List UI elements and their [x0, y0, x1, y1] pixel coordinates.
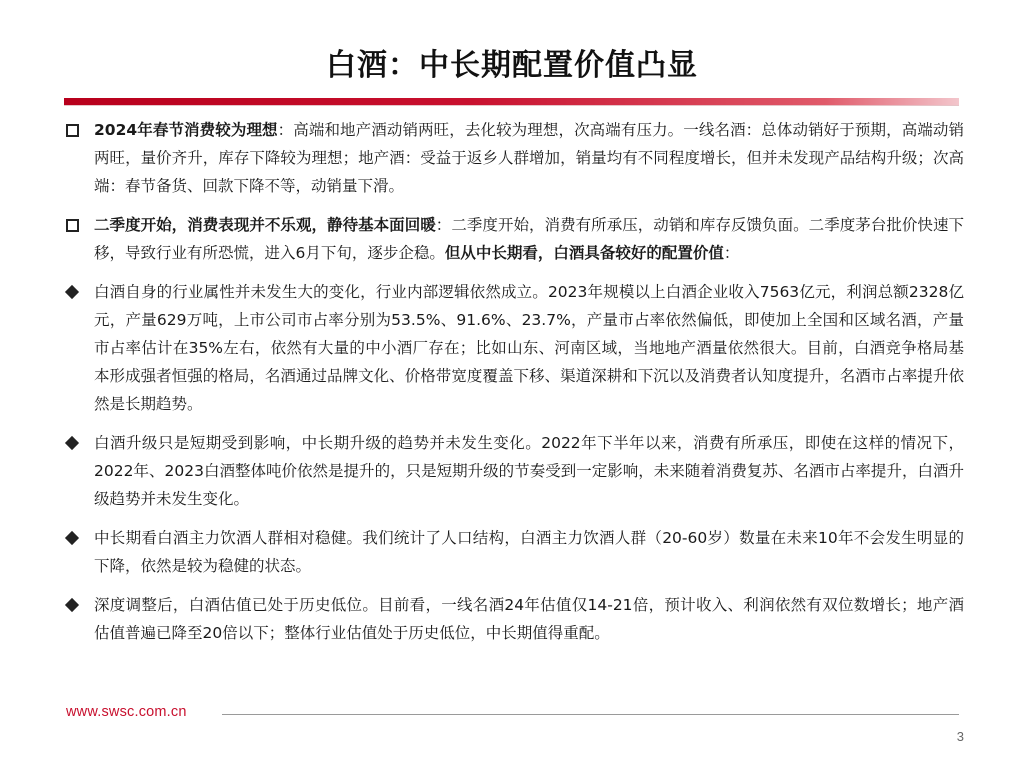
- footer-website-link[interactable]: www.swsc.com.cn: [66, 704, 187, 720]
- diamond-bullet-icon: [64, 278, 86, 306]
- title-divider-shadow: [64, 105, 959, 106]
- bullet-text: 中长期看白酒主力饮酒人群相对稳健。我们统计了人口结构，白酒主力饮酒人群（20-60岁）数量在未来10年不会发生明显的下降，依然是较为稳健的状态。: [94, 529, 964, 575]
- bullet-item-spring-festival: [64, 116, 964, 200]
- bullet-item-industry-attributes: [64, 278, 964, 418]
- bullet-text-tail: ：: [723, 244, 740, 262]
- page-title: 白酒：中长期配置价值凸显: [326, 48, 698, 83]
- footer-divider: [222, 714, 959, 715]
- bullet-item-q2-consumption: [64, 211, 964, 267]
- bullet-heading: 2024年春节消费较为理想: [94, 121, 278, 139]
- page-number: 3: [956, 729, 964, 744]
- bullet-item-valuation: [64, 591, 964, 647]
- bullet-text: 白酒自身的行业属性并未发生大的变化，行业内部逻辑依然成立。2023年规模以上白酒企业收入7563亿元，利润总额2328亿元，产量629万吨，上市公司市占率分别为53.5%、91.6%、23.7%，产量市占率依然偏低，即使加上全国和区域名酒，产量市占率估计在35%左右，依然有大量的中小酒厂存在；比如山东、河南区域，当地地产酒量依然很大。目前，白酒竞争格局基本形成强者恒强的格局，名酒通过品牌文化、价格带宽度覆盖下移、渠道深耕和下沉以及消费者认知度提升，名酒市占率提升依然是长期趋势。: [94, 283, 964, 413]
- bullet-heading: 二季度开始，消费表现并不乐观，静待基本面回暖: [94, 216, 436, 234]
- bullet-text: 白酒升级只是短期受到影响，中长期升级的趋势并未发生变化。2022年下半年以来，消费有所承压，即使在这样的情况下，2022年、2023白酒整体吨价依然是提升的，只是短期升级的节奏受到一定影响，未来随着消费复苏、名酒市占率提升，白酒升级趋势并未发生变化。: [94, 434, 964, 508]
- bullet-emphasis: 但从中长期看，白酒具备较好的配置价值: [444, 244, 724, 262]
- bullet-text: ：二季度开始，消费有所承压，动销和库存反馈负面。二季度茅台批价快速下移，导致行业有所恐慌，进入6月下旬，逐步企稳。: [94, 216, 964, 262]
- bullet-item-upgrade-trend: [64, 429, 964, 513]
- title-divider: [64, 98, 959, 105]
- content-body: [64, 116, 964, 658]
- square-bullet-icon: [64, 211, 86, 239]
- bullet-item-drinking-population: [64, 524, 964, 580]
- bullet-text: 深度调整后，白酒估值已处于历史低位。目前看，一线名酒24年估值仅14-21倍，预计收入、利润依然有双位数增长；地产酒估值普遍已降至20倍以下；整体行业估值处于历史低位，中长期值得重配。: [94, 596, 964, 642]
- square-bullet-icon: [64, 116, 86, 144]
- diamond-bullet-icon: [64, 591, 86, 619]
- diamond-bullet-icon: [64, 524, 86, 552]
- bullet-text: ：高端和地产酒动销两旺，去化较为理想，次高端有压力。一线名酒：总体动销好于预期，高端动销两旺，量价齐升，库存下降较为理想；地产酒：受益于返乡人群增加，销量均有不同程度增长，但并未发现产品结构升级；次高端：春节备货、回款下降不等，动销量下滑。: [94, 121, 964, 195]
- diamond-bullet-icon: [64, 429, 86, 457]
